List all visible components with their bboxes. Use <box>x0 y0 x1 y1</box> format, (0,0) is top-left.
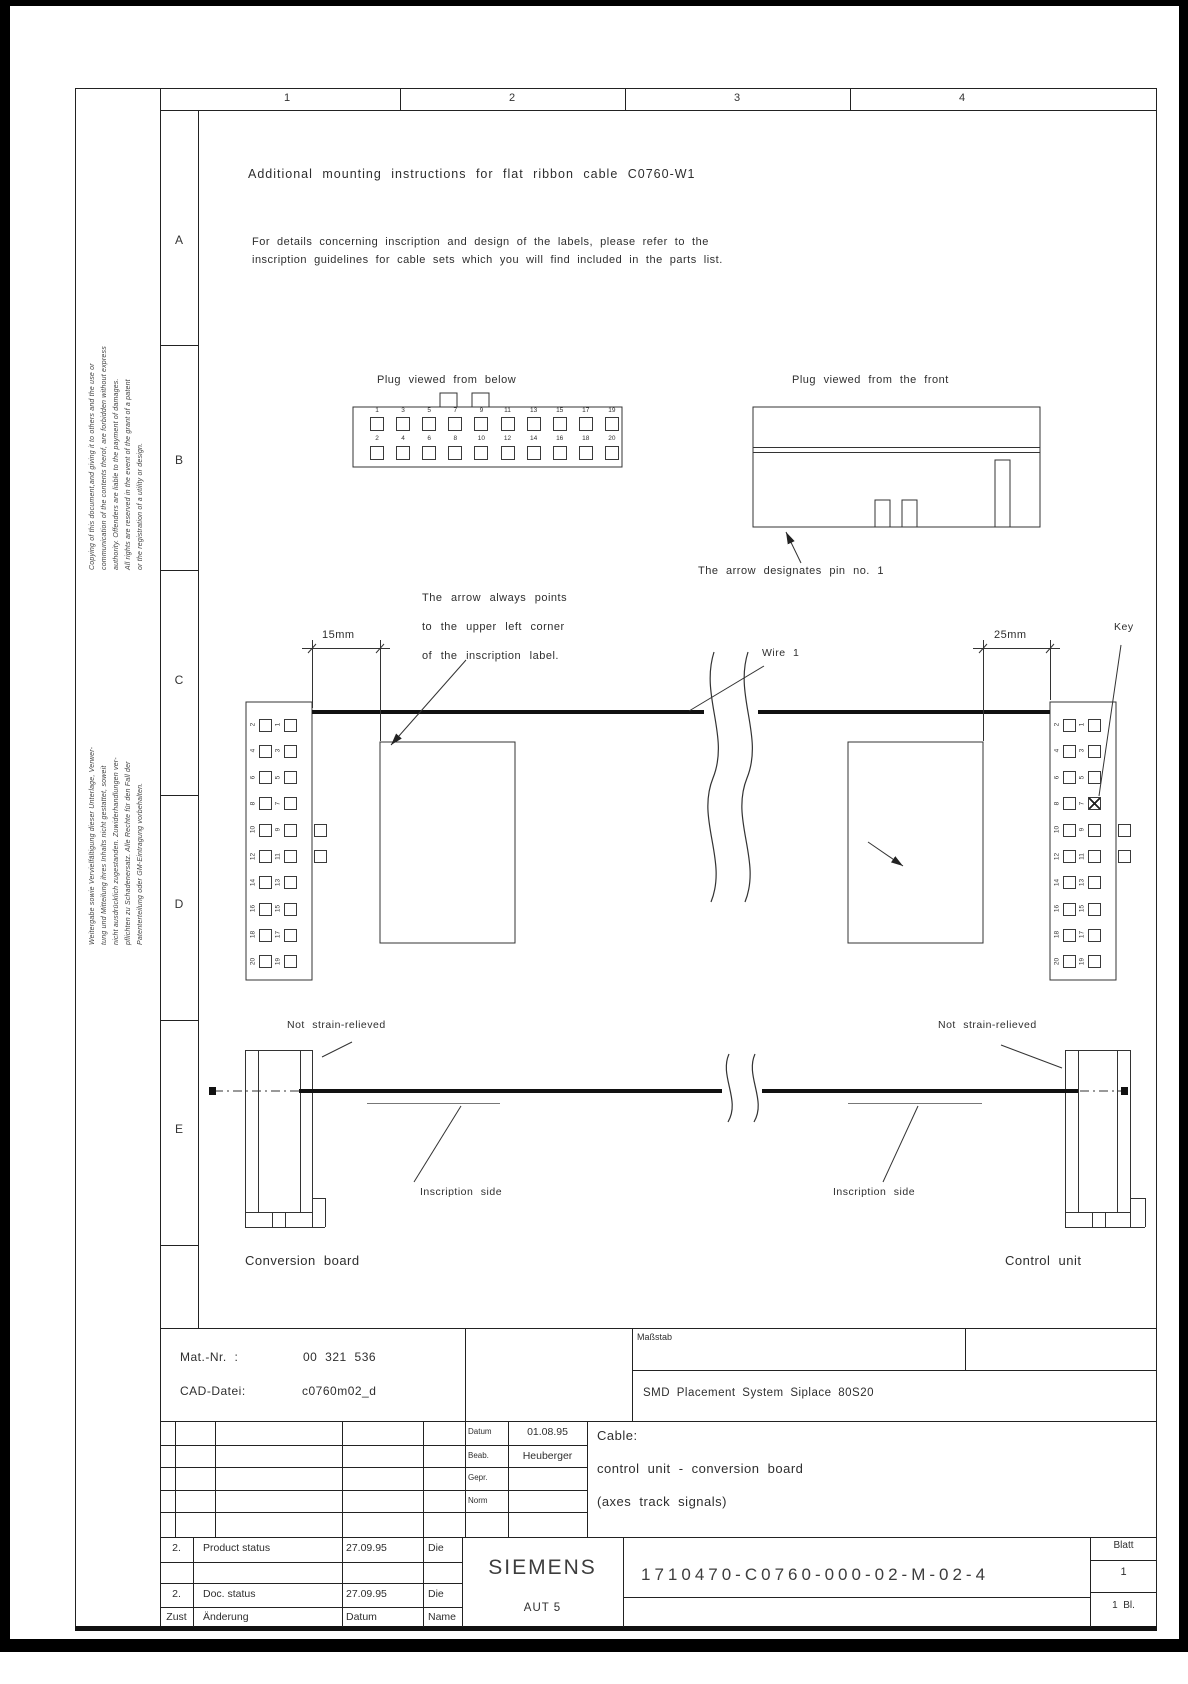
key-pin <box>1088 797 1101 810</box>
meta-value: 01.08.95 <box>527 1426 568 1438</box>
pin-number: 8 <box>453 435 458 442</box>
pin-number: 12 <box>249 852 257 860</box>
pin-number: 11 <box>274 852 282 860</box>
pin-contact <box>1063 797 1076 810</box>
page-title: Additional mounting instructions for flat ribbon cable C0760-W1 <box>248 167 696 181</box>
pin-contact <box>1088 771 1101 784</box>
side-view-lines <box>209 1050 1146 1228</box>
pin-number: 6 <box>1053 775 1061 779</box>
pin-number: 12 <box>1053 852 1061 860</box>
siemens-logo: SIEMENS <box>488 1556 597 1579</box>
frame-column-label: 2 <box>508 92 516 104</box>
blatt-value: 1 <box>1120 1566 1127 1578</box>
pin-contact <box>1088 719 1101 732</box>
pin-contact <box>1063 903 1076 916</box>
pin-contact <box>284 929 297 942</box>
pin-number: 15 <box>556 407 564 414</box>
pin-number: 4 <box>249 748 257 753</box>
pin-contact <box>1063 719 1076 732</box>
pin-number: 19 <box>274 957 282 965</box>
rev-datum: 27.09.95 <box>346 1542 387 1554</box>
leader-lines <box>322 645 1121 1182</box>
pin-number: 9 <box>274 827 282 832</box>
pin-contact <box>396 417 410 431</box>
pin-contact <box>1063 955 1076 968</box>
pin-number: 9 <box>479 407 484 414</box>
pin-number: 16 <box>1053 904 1061 913</box>
pin-contact <box>284 876 297 889</box>
pin-contact <box>553 446 567 460</box>
pin-number: 8 <box>1053 801 1061 806</box>
pin-contact <box>605 446 619 460</box>
plug-below-caption: Plug viewed from below <box>377 374 517 386</box>
legal-line-english: Copying of this document,and giving it to others and the use or <box>89 363 96 570</box>
pin-number: 18 <box>582 435 590 442</box>
department-label: AUT 5 <box>523 1602 562 1614</box>
pin-contact <box>284 955 297 968</box>
pin-contact <box>1063 929 1076 942</box>
pin-contact <box>259 903 272 916</box>
pin-number: 10 <box>249 826 257 834</box>
pin-number: 13 <box>529 407 538 414</box>
pin-contact <box>284 850 297 863</box>
pin-number: 14 <box>1053 878 1061 886</box>
pin-contact <box>1088 850 1101 863</box>
control-unit-label: Control unit <box>1005 1253 1082 1268</box>
massstab-label: Maßstab <box>637 1332 673 1342</box>
pin-contact <box>553 417 567 431</box>
wire1-label: Wire 1 <box>762 647 800 659</box>
pin-contact <box>259 929 272 942</box>
pin-contact <box>448 446 462 460</box>
plug-front-caption: Plug viewed from the front <box>792 374 949 386</box>
pin-contact <box>259 719 272 732</box>
pin-contact <box>1063 850 1076 863</box>
frame-column-label: 3 <box>733 92 741 104</box>
pin-number: 20 <box>608 435 616 442</box>
pin-contact <box>259 850 272 863</box>
frame-column-label: 4 <box>958 92 966 104</box>
pin1-arrow-note: The arrow designates pin no. 1 <box>698 565 885 577</box>
pin-contact <box>527 446 541 460</box>
rev-name: Die <box>428 1588 444 1600</box>
pin-contact <box>370 417 384 431</box>
pin-contact <box>1088 903 1101 916</box>
pin-contact <box>259 955 272 968</box>
pin-number: 7 <box>274 801 282 806</box>
label-note-line: to the upper left corner <box>422 621 565 633</box>
pin-contact <box>1088 824 1101 837</box>
intro-line: inscription guidelines for cable sets which you will find included in the parts list. <box>252 253 723 266</box>
pin-number: 5 <box>427 407 431 414</box>
pin-contact <box>370 446 384 460</box>
rev-datum: 27.09.95 <box>346 1588 387 1600</box>
system-name: SMD Placement System Siplace 80S20 <box>643 1387 874 1399</box>
right-inscription-note: Inscription side <box>833 1186 916 1198</box>
rev-zust: Zust <box>166 1611 187 1623</box>
pin-number: 7 <box>453 407 458 414</box>
pin-number: 19 <box>608 407 616 414</box>
pin-number: 6 <box>249 775 257 779</box>
pin-number: 4 <box>401 435 405 442</box>
pin-number: 11 <box>504 407 511 414</box>
legal-line-english: communication of the contents therof, are forbidden without express <box>101 346 108 570</box>
pin-number: 10 <box>1053 826 1061 834</box>
pin-number: 12 <box>503 435 512 442</box>
frame-row-label: B <box>174 453 183 467</box>
rev-name: Die <box>428 1542 444 1554</box>
pin-contact <box>284 797 297 810</box>
pin-number: 4 <box>1053 748 1061 753</box>
frame-row-label: E <box>174 1122 183 1136</box>
legal-line-german: Weitergabe sowie Vervielfältigung dieser Unterlage, Verwer- <box>89 746 96 945</box>
legal-line-german: nicht ausdrücklich zugestanden. Zuwiderhandlungen ver- <box>113 757 120 945</box>
meta-value: Heuberger <box>522 1450 573 1462</box>
dimension-left-label: 15mm <box>322 629 355 641</box>
cad-file-value: c0760m02_d <box>302 1384 377 1398</box>
pin-contact <box>284 771 297 784</box>
pin-number: 3 <box>274 748 282 753</box>
pin-contact <box>259 771 272 784</box>
frame-column-label: 1 <box>283 92 291 104</box>
pin-number: 15 <box>274 904 282 913</box>
pin-contact <box>1088 955 1101 968</box>
pin-number: 3 <box>1078 748 1086 753</box>
pin-number: 9 <box>1078 827 1086 832</box>
pin-number: 14 <box>249 878 257 886</box>
pin-number: 17 <box>274 931 282 939</box>
pin-contact <box>259 824 272 837</box>
pin-number: 2 <box>249 722 257 727</box>
pin-contact <box>422 446 436 460</box>
cad-file-label: CAD-Datei: <box>180 1384 246 1398</box>
pin-number: 17 <box>582 407 590 414</box>
pin-contact <box>284 745 297 758</box>
meta-label: Beab. <box>468 1451 489 1460</box>
pin-contact <box>284 719 297 732</box>
pin-number: 15 <box>1078 904 1086 913</box>
pin-number: 16 <box>556 435 564 442</box>
pin-number: 7 <box>1078 801 1086 806</box>
rev-datum: Datum <box>346 1611 377 1623</box>
pin-contact <box>1063 745 1076 758</box>
pin-number: 2 <box>375 435 379 442</box>
legal-notice-german <box>87 645 147 945</box>
rev-aenderung: Product status <box>203 1542 271 1554</box>
pin-number: 18 <box>249 931 257 939</box>
blatt-label: Blatt <box>1113 1540 1134 1551</box>
pin-contact <box>396 446 410 460</box>
label-note-line: The arrow always points <box>422 592 568 604</box>
pin-contact <box>527 417 541 431</box>
legal-notice-english <box>87 270 147 570</box>
intro-line: For details concerning inscription and design of the labels, please refer to the <box>252 236 709 248</box>
pin-contact <box>422 417 436 431</box>
left-inscription-note: Inscription side <box>420 1186 503 1198</box>
rev-zust: 2. <box>172 1542 181 1554</box>
pin-number: 20 <box>249 957 257 965</box>
pin-number: 11 <box>1078 852 1086 860</box>
pin-number: 8 <box>249 801 257 806</box>
pin-number: 18 <box>1053 931 1061 939</box>
pin-contact <box>1088 745 1101 758</box>
pin-number: 20 <box>1053 957 1061 965</box>
legal-line-german: Patenterteilung oder GM-Eintragung vorbehalten. <box>137 782 144 945</box>
pin-contact <box>474 446 488 460</box>
pin-contact <box>284 824 297 837</box>
mounting-hole <box>1118 850 1131 863</box>
legal-line-german: tung und Mitteilung ihres Inhalts nicht gestattet, soweit <box>101 765 108 945</box>
pin-number: 10 <box>477 435 485 442</box>
cable-title-line2: control unit - conversion board <box>597 1461 804 1476</box>
meta-label: Gepr. <box>468 1473 488 1482</box>
legal-line-english: or the registration of a utility or design. <box>137 442 144 570</box>
label-note-line: of the inscription label. <box>422 650 559 662</box>
pin-contact <box>501 417 515 431</box>
cable-title-line3: (axes track signals) <box>597 1494 727 1509</box>
pin-number: 13 <box>1078 878 1086 886</box>
right-strain-note: Not strain-relieved <box>938 1019 1037 1031</box>
pin-contact <box>448 417 462 431</box>
mounting-hole <box>1118 824 1131 837</box>
meta-label: Datum <box>468 1427 492 1436</box>
mat-nr-value: 00 321 536 <box>303 1350 377 1364</box>
mounting-hole <box>314 824 327 837</box>
rev-aenderung: Doc. status <box>203 1588 256 1600</box>
pin-number: 1 <box>375 407 379 414</box>
pin-number: 5 <box>1078 775 1086 779</box>
mounting-hole <box>314 850 327 863</box>
pin-number: 13 <box>274 878 282 886</box>
pin-number: 17 <box>1078 931 1086 939</box>
pin-contact <box>1088 929 1101 942</box>
pin-contact <box>284 903 297 916</box>
pin-contact <box>1063 876 1076 889</box>
mat-nr-label: Mat.-Nr. : <box>180 1350 239 1364</box>
pin-contact <box>605 417 619 431</box>
pin-contact <box>259 745 272 758</box>
rev-zust: 2. <box>172 1588 181 1600</box>
key-label: Key <box>1114 621 1134 633</box>
legal-line-german: pflichten zu Schadenersatz. Alle Rechte für den Fall der <box>125 761 132 945</box>
pin-contact <box>579 446 593 460</box>
pin-contact <box>501 446 515 460</box>
pin-number: 2 <box>1053 722 1061 727</box>
pin-contact <box>259 797 272 810</box>
ribbon-cable-lines <box>246 652 1116 980</box>
pin-contact <box>1063 824 1076 837</box>
rev-name: Name <box>428 1611 457 1623</box>
frame-row-label: A <box>174 233 183 247</box>
legal-line-english: authority. Offenders are liable to the payment of damages. <box>113 378 120 570</box>
pin-number: 6 <box>427 435 431 442</box>
pin-number: 1 <box>1078 722 1086 727</box>
left-strain-note: Not strain-relieved <box>287 1019 386 1031</box>
pin-number: 14 <box>529 435 538 442</box>
dimension-right-label: 25mm <box>994 629 1027 641</box>
pin-number: 16 <box>249 904 257 913</box>
dimension-lines <box>302 640 1060 741</box>
legal-line-english: All rights are reserved in the event of the grant of a patent <box>125 379 132 570</box>
pin-contact <box>259 876 272 889</box>
cable-title-line1: Cable: <box>597 1428 638 1443</box>
frame-row-label: C <box>174 673 184 687</box>
doc-number: 1710470-C0760-000-02-M-02-4 <box>641 1565 990 1584</box>
pin-contact <box>1088 876 1101 889</box>
pin-contact <box>579 417 593 431</box>
pin-number: 3 <box>401 407 405 414</box>
frame-row-label: D <box>174 897 184 911</box>
blatt-count: 1 Bl. <box>1112 1600 1135 1611</box>
pin-number: 5 <box>274 775 282 779</box>
conversion-board-label: Conversion board <box>245 1253 360 1268</box>
frame-lines <box>75 88 1157 1631</box>
pin-contact <box>1063 771 1076 784</box>
pin-number: 19 <box>1078 957 1086 965</box>
rev-aenderung: Änderung <box>203 1611 249 1623</box>
pin-contact <box>474 417 488 431</box>
pin-number: 1 <box>274 722 282 727</box>
plug-front-outline <box>753 407 1040 563</box>
meta-label: Norm <box>468 1496 488 1505</box>
